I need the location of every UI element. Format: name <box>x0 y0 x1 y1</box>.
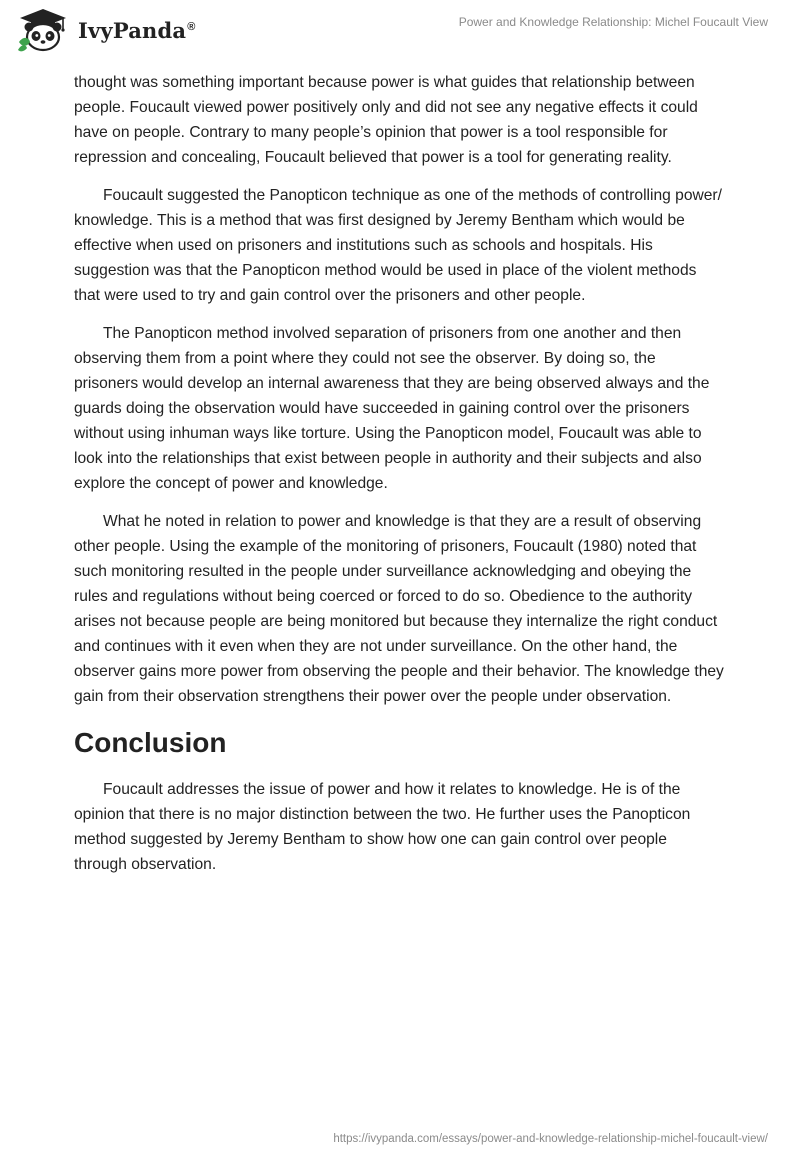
body-paragraph: thought was something important because power is what guides that relationship between people. Foucault viewed power positively only and did not see any negative effects it could have on people. Contrary to many people’s opinion that power is a tool responsible for repression and concealing, Foucault believed that power is a tool for generating reality. <box>74 74 698 166</box>
source-url-link[interactable]: https://ivypanda.com/essays/power-and-knowledge-relationship-michel-foucault-view/ <box>333 1133 768 1145</box>
panda-graduate-icon <box>14 6 72 52</box>
ivypanda-logo[interactable] <box>14 6 196 52</box>
body-paragraph: Foucault suggested the Panopticon technique as one of the methods of controlling power/ knowledge. This is a method that was first designed by Jeremy Bentham which would be effective when used on prisoners and institutions such as schools and hospitals. His suggestion was that the Panopticon method would be used in place of the violent methods that were used to try and gain control over the prisoners and other people. <box>74 187 722 304</box>
essay-content <box>74 70 724 890</box>
body-paragraph: What he noted in relation to power and knowledge is that they are a result of observing other people. Using the example of the monitoring of prisoners, Foucault (1980) noted that such monitoring resulted in the people under surveillance acknowledging and obeying the rules and regulations without being coerced or forced to do so. Obedience to the authority arises not because people are being monitored but because they internalize the right conduct and continues with it even when they are not under surveillance. On the other hand, the observer gains more power from observing the people and their behavior. The knowledge they gain from their observation strengthens their power over the people under observation. <box>74 513 724 705</box>
document-title: Power and Knowledge Relationship: Michel Foucault View <box>458 15 768 29</box>
conclusion-paragraph: Foucault addresses the issue of power and how it relates to knowledge. He is of the opinion that there is no major distinction between the two. He further uses the Panopticon method suggested by Jeremy Bentham to show how one can gain control over people through observation. <box>74 781 691 873</box>
body-paragraph: The Panopticon method involved separation of prisoners from one another and then observing them from a point where they could not see the observer. By doing so, the prisoners would develop an internal awareness that they are being observed always and the guards doing the observation would have succeeded in gaining control over the prisoners without using inhuman ways like torture. Using the Panopticon model, Foucault was able to look into the relationships that exist between people in authority and their subjects and also explore the concept of power and knowledge. <box>74 325 710 492</box>
brand-name: IvyPanda® <box>78 17 196 43</box>
registered-mark: ® <box>187 20 196 33</box>
page-header <box>0 0 800 64</box>
conclusion-heading: Conclusion <box>74 727 227 758</box>
